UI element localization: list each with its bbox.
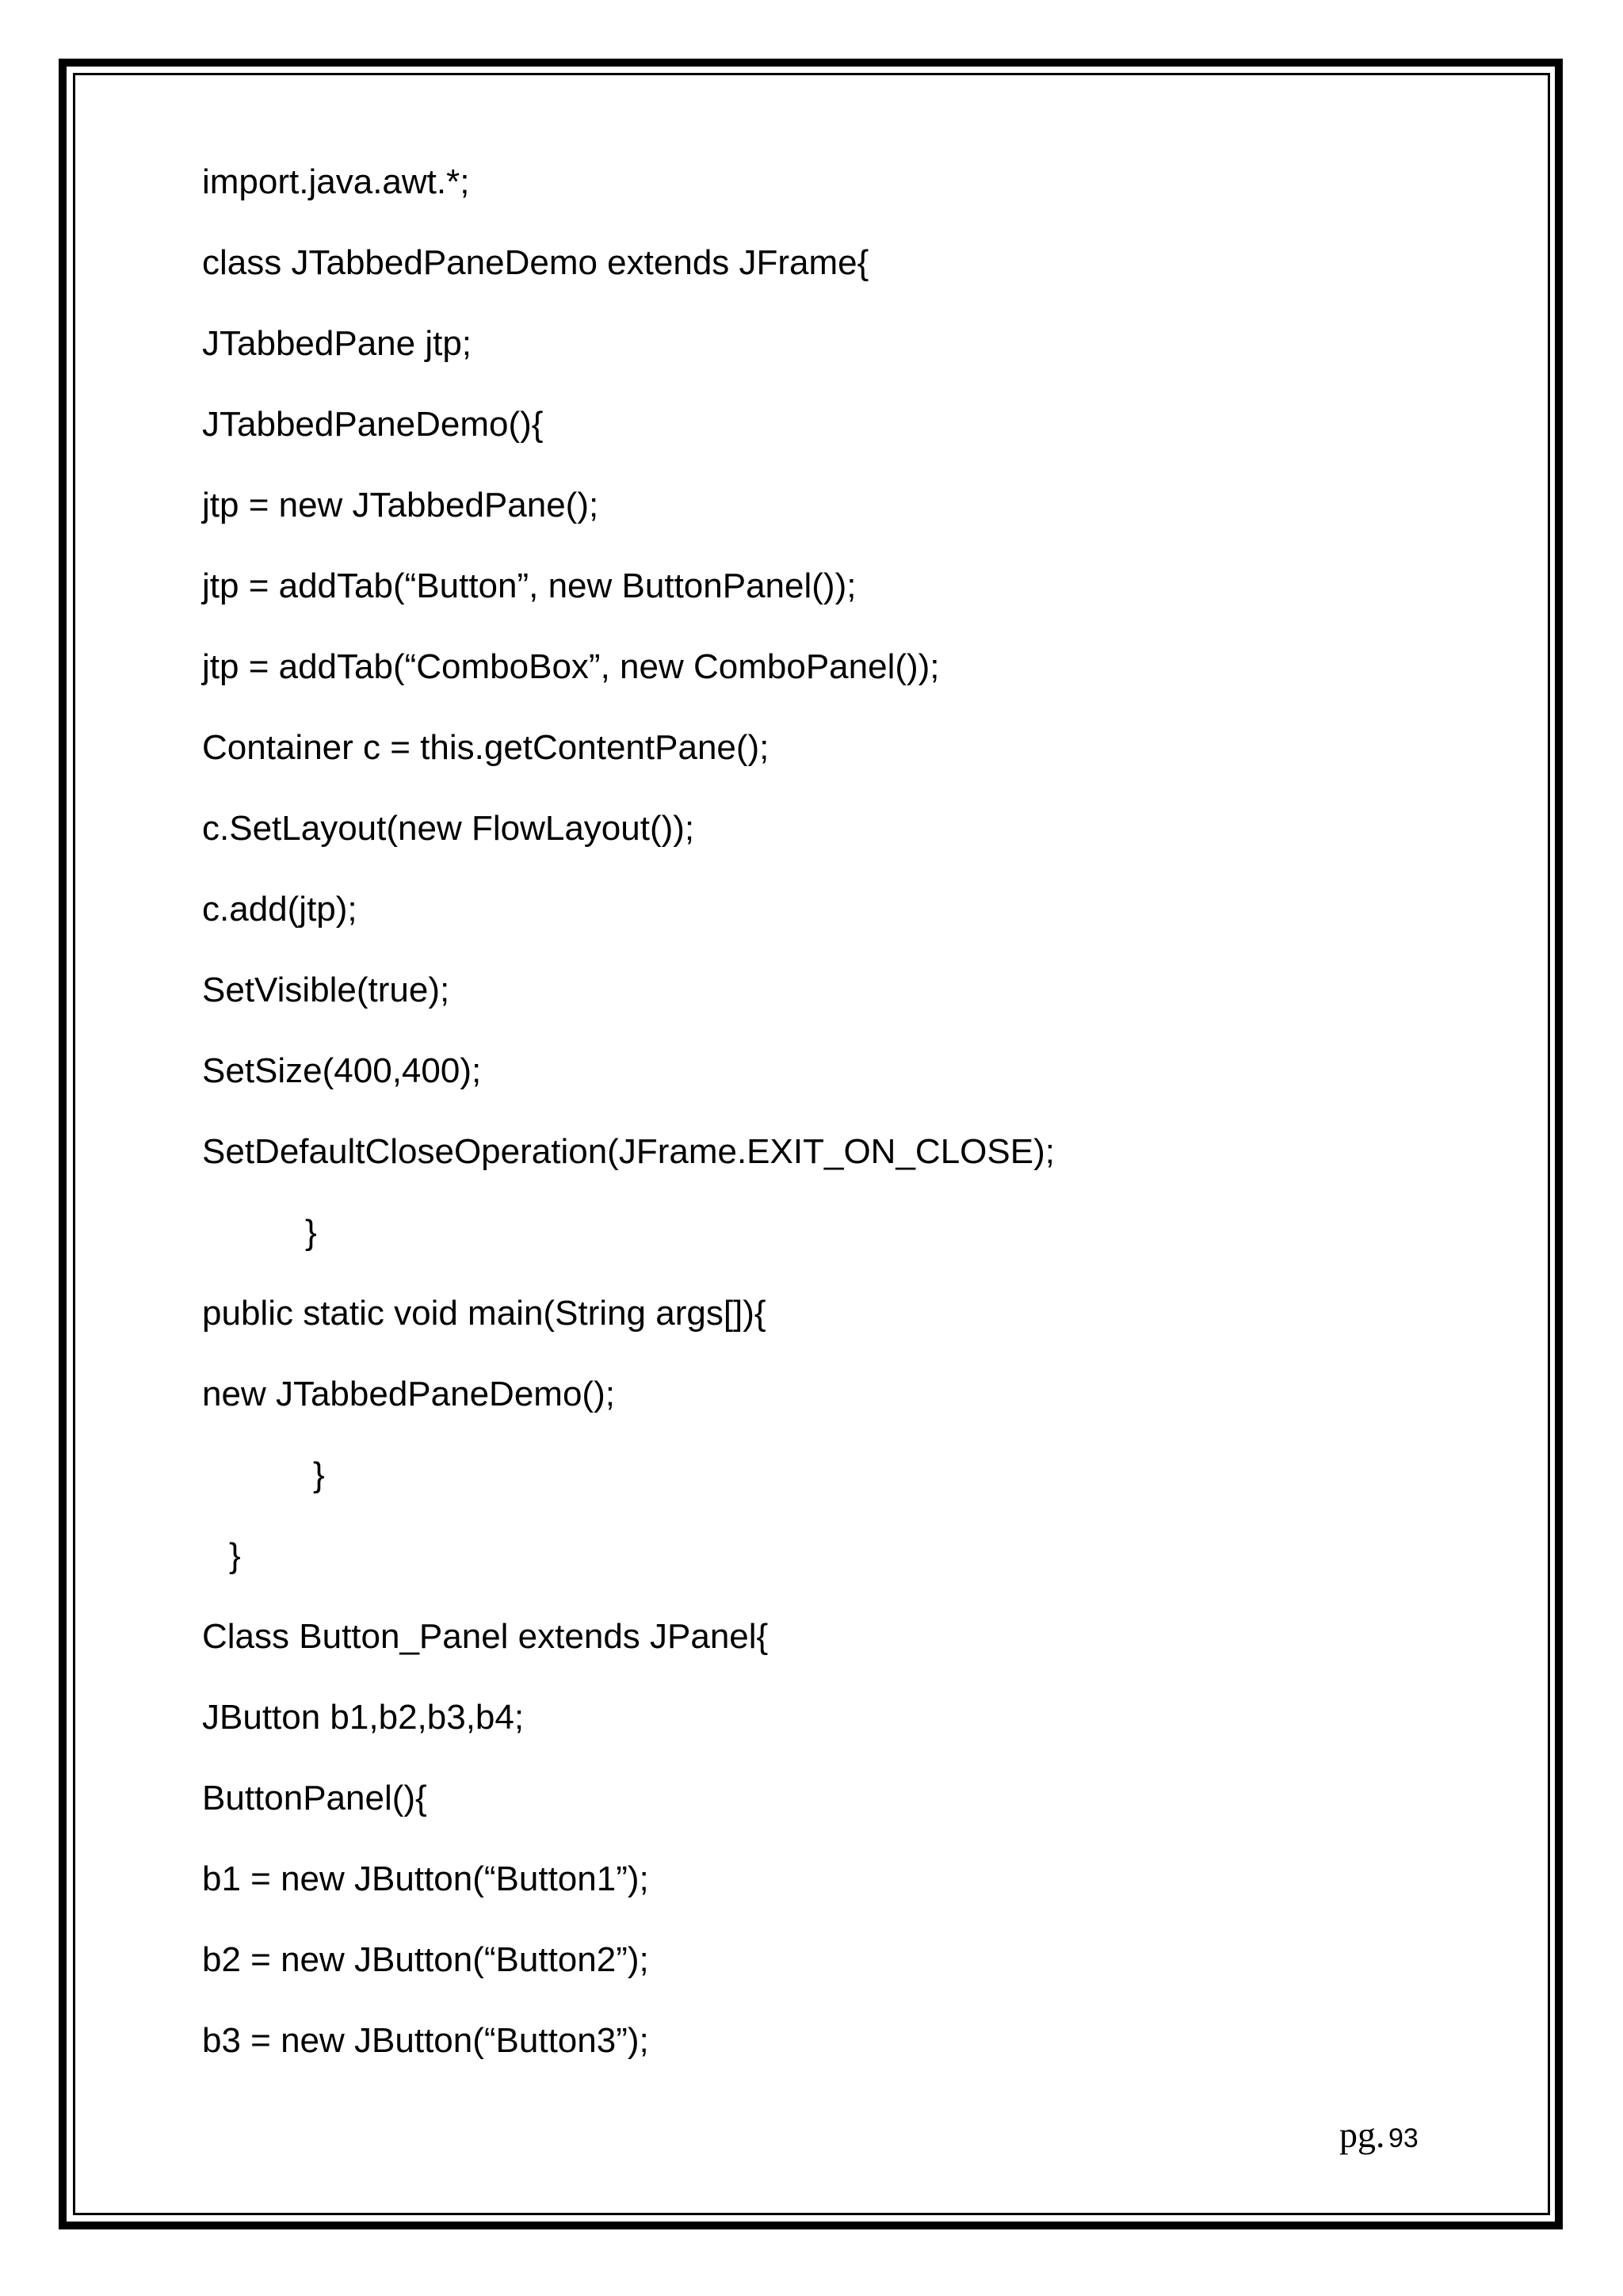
- code-line: ButtonPanel(){: [202, 1779, 427, 1817]
- page-number-value: 93: [1388, 2123, 1419, 2153]
- code-line: c.SetLayout(new FlowLayout());: [202, 809, 695, 848]
- code-line: }: [305, 1213, 317, 1252]
- code-line: }: [229, 1536, 241, 1575]
- code-line: import.java.awt.*;: [202, 162, 470, 201]
- code-line: SetDefaultCloseOperation(JFrame.EXIT_ON_CLOSE);: [202, 1132, 1055, 1171]
- page-number: [1339, 2114, 1419, 2156]
- code-line: class JTabbedPaneDemo extends JFrame{: [202, 243, 869, 282]
- code-line: JTabbedPaneDemo(){: [202, 405, 544, 444]
- code-line: JButton b1,b2,b3,b4;: [202, 1698, 525, 1737]
- page-number-prefix: pg.: [1339, 2115, 1385, 2155]
- code-line: jtp = addTab(“Button”, new ButtonPanel());: [202, 566, 857, 605]
- code-line: new JTabbedPaneDemo();: [202, 1375, 615, 1413]
- code-line: JTabbedPane jtp;: [202, 324, 472, 363]
- code-line: SetVisible(true);: [202, 971, 450, 1009]
- code-line: }: [313, 1455, 325, 1494]
- code-line: jtp = new JTabbedPane();: [202, 486, 599, 524]
- code-line: jtp = addTab(“ComboBox”, new ComboPanel());: [202, 647, 940, 686]
- code-line: Class Button_Panel extends JPanel{: [202, 1617, 769, 1656]
- code-line: Container c = this.getContentPane();: [202, 728, 769, 767]
- code-line: b1 = new JButton(“Button1”);: [202, 1859, 649, 1898]
- code-line: b3 = new JButton(“Button3”);: [202, 2021, 649, 2060]
- code-line: b2 = new JButton(“Button2”);: [202, 1940, 649, 1979]
- code-line: SetSize(400,400);: [202, 1051, 482, 1090]
- code-line: c.add(jtp);: [202, 890, 357, 929]
- code-line: public static void main(String args[]){: [202, 1294, 766, 1333]
